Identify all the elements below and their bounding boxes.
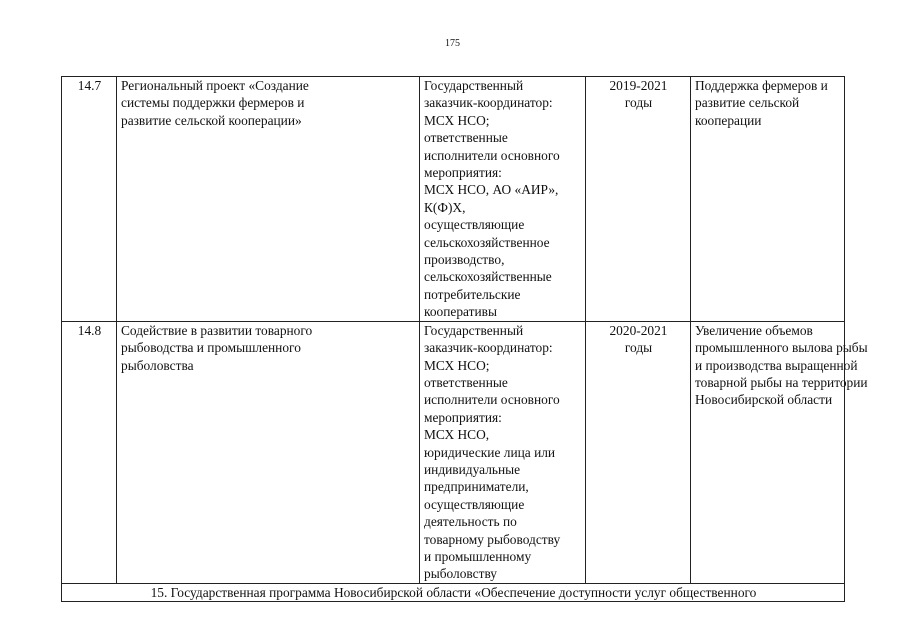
executors-line: производство,: [424, 252, 505, 268]
executors-line: К(Ф)Х,: [424, 199, 466, 215]
expected-result-cell: [691, 321, 868, 583]
period-cell: [586, 321, 691, 583]
executors-line: заказчик-координатор:: [424, 95, 553, 111]
period-line: годы: [624, 95, 653, 111]
executors-line: МСХ НСО;: [424, 112, 490, 128]
executors-line: МСХ НСО;: [424, 357, 490, 373]
executors-line: и промышленному: [424, 548, 532, 564]
measure-title-line: системы поддержки фермеров и: [121, 95, 305, 111]
executors-line: Государственный: [424, 78, 524, 93]
table-row: [62, 321, 845, 583]
measure-title-line: развитие сельской кооперации»: [121, 112, 302, 128]
executors-line: сельскохозяйственное: [424, 234, 550, 250]
expected-result-cell: [691, 77, 845, 322]
table-row: [62, 77, 845, 322]
expected-result-line: кооперации: [695, 112, 762, 128]
measure-title-line: Региональный проект «Создание: [121, 78, 309, 93]
expected-result-line: Увеличение объемов: [695, 322, 813, 338]
executors-line: юридические лица или: [424, 444, 556, 460]
executors-line: индивидуальные: [424, 461, 521, 477]
period-line: 2020-2021: [609, 322, 668, 338]
expected-result-line: товарной рыбы на территории: [695, 374, 868, 390]
measure-title-cell: [117, 321, 420, 583]
executors-cell: [420, 77, 586, 322]
executors-line: кооперативы: [424, 304, 497, 320]
expected-result-line: Поддержка фермеров и: [695, 78, 828, 93]
row-number-cell: 14.8: [62, 321, 117, 583]
program-measures-table: [61, 76, 868, 602]
measure-title-line: Содействие в развитии товарного: [121, 322, 313, 338]
period-line: 2019-2021: [609, 78, 668, 93]
executors-line: предприниматели,: [424, 479, 529, 495]
executors-line: деятельность по: [424, 514, 517, 530]
page-number: 175: [445, 38, 460, 49]
executors-line: мероприятия:: [424, 165, 502, 181]
executors-line: рыболовству: [424, 566, 498, 582]
section-heading-row: [62, 583, 845, 601]
executors-line: ответственные: [424, 130, 508, 146]
expected-result-line: развитие сельской: [695, 95, 800, 111]
executors-cell: [420, 321, 586, 583]
row-number-cell: 14.7: [62, 77, 117, 322]
executors-line: МСХ НСО,: [424, 427, 490, 443]
measure-title-line: рыболовства: [121, 357, 194, 373]
executors-line: исполнители основного: [424, 147, 560, 163]
executors-line: исполнители основного: [424, 392, 560, 408]
period-line: годы: [624, 340, 653, 356]
executors-line: потребительские: [424, 286, 521, 302]
measure-title-cell: [117, 77, 420, 322]
executors-line: осуществляющие: [424, 496, 525, 512]
measure-title-line: рыбоводства и промышленного: [121, 340, 301, 356]
period-cell: [586, 77, 691, 322]
executors-line: мероприятия:: [424, 409, 502, 425]
expected-result-line: и производства выращенной: [695, 357, 858, 373]
expected-result-line: промышленного вылова рыбы: [695, 340, 868, 356]
executors-line: МСХ НСО, АО «АИР»,: [424, 182, 559, 198]
executors-line: Государственный: [424, 322, 524, 338]
executors-line: заказчик-координатор:: [424, 340, 553, 356]
executors-line: сельскохозяйственные: [424, 269, 552, 285]
executors-line: ответственные: [424, 374, 508, 390]
executors-line: товарному рыбоводству: [424, 531, 561, 547]
executors-line: осуществляющие: [424, 217, 525, 233]
expected-result-line: Новосибирской области: [695, 392, 833, 408]
section-heading: 15. Государственная программа Новосибирской области «Обеспечение доступности услуг общественного: [62, 583, 845, 601]
